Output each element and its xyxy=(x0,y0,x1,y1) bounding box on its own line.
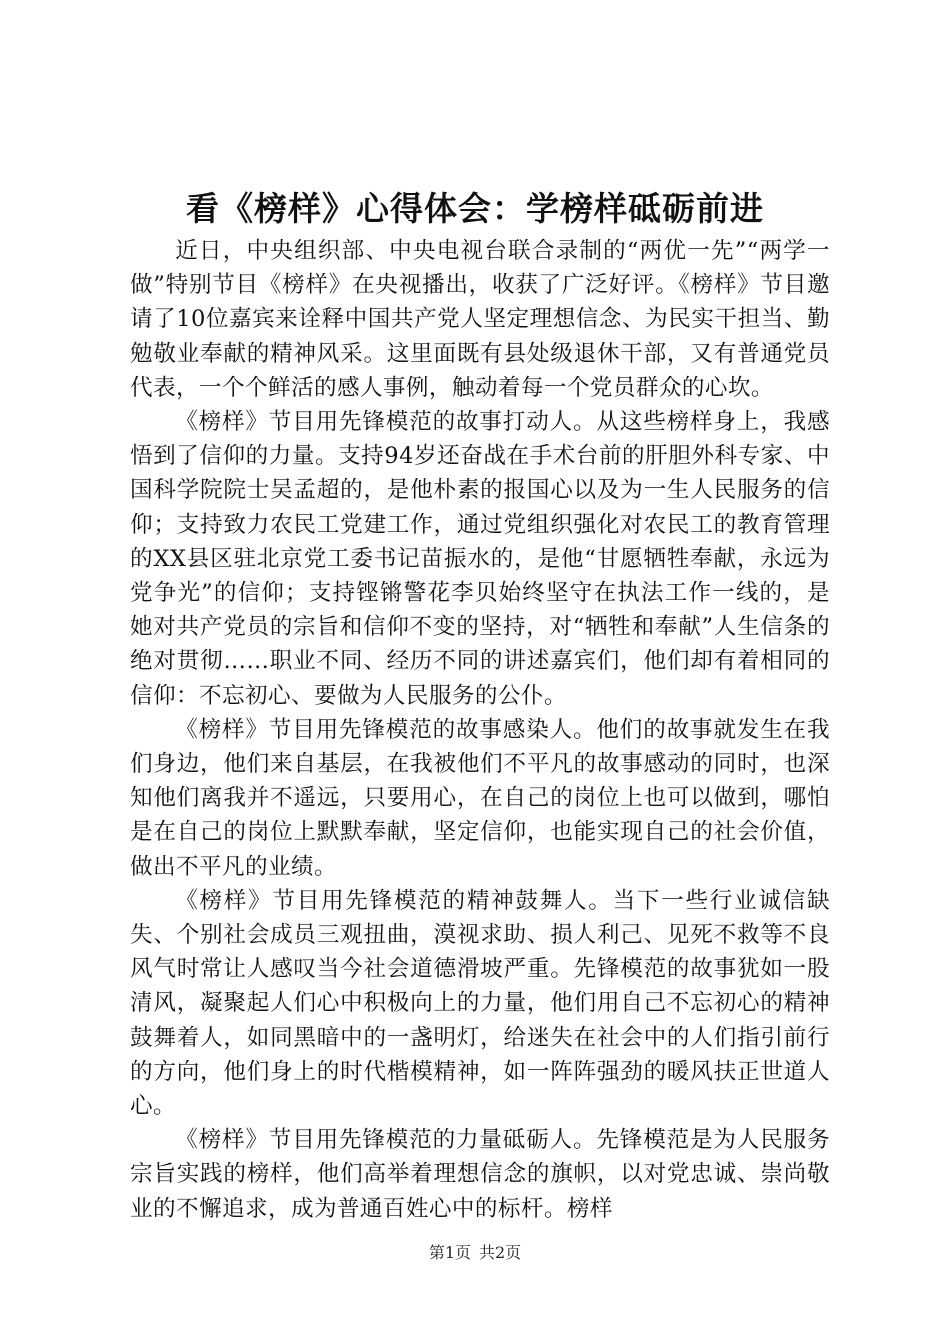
paragraph-5: 《榜样》节目用先锋模范的力量砥砺人。先锋模范是为人民服务宗旨实践的榜样，他们高举着理想信念的旗帜，以对党忠诚、崇尚敬业的不懈追求，成为普通百姓心中的标杆。榜样 xyxy=(130,1127,830,1222)
document-body xyxy=(130,234,830,1226)
paragraph-1: 近日，中央组织部、中央电视台联合录制的“两优一先”“两学一做”特别节目《榜样》在央视播出，收获了广泛好评。《榜样》节目邀请了10位嘉宾来诠释中国共产党人坚定理想信念、为民实干担当、勤勉敬业奉献的精神风采。这里面既有县处级退休干部，又有普通党员代表，一个个鲜活的感人事例，触动着每一个党员群众的心坎。 xyxy=(130,238,830,401)
paragraph-3: 《榜样》节目用先锋模范的故事感染人。他们的故事就发生在我们身边，他们来自基层，在我被他们不平凡的故事感动的同时，也深知他们离我并不遥远，只要用心，在自己的岗位上也可以做到，哪怕是在自己的岗位上默默奉献，坚定信仰，也能实现自己的社会价值，做出不平凡的业绩。 xyxy=(130,716,830,880)
page-number: 第1页 xyxy=(428,1243,471,1262)
page-footer xyxy=(0,1242,950,1264)
document-title: 看《榜样》心得体会：学榜样砥砺前进 xyxy=(186,189,764,228)
page-total: 共2页 xyxy=(479,1243,522,1262)
paragraph-2: 《榜样》节目用先锋模范的故事打动人。从这些榜样身上，我感悟到了信仰的力量。支持94岁还奋战在手术台前的肝胆外科专家、中国科学院院士吴孟超的，是他朴素的报国心以及为一生人民服务的信仰；支持致力农民工党建工作，通过党组织强化对农民工的教育管理的XX县区驻北京党工委书记苗振水的，是他“甘愿牺牲奉献，永远为党争光”的信仰；支持铿锵警花李贝始终坚守在执法工作一线的，是她对共产党员的宗旨和信仰不变的坚持，对“牺牲和奉献”人生信条的绝对贯彻……职业不同、经历不同的讲述嘉宾们，他们却有着相同的信仰：不忘初心、要做为人民服务的公仆。 xyxy=(130,409,830,709)
paragraph-4: 《榜样》节目用先锋模范的精神鼓舞人。当下一些行业诚信缺失、个别社会成员三观扭曲，漠视求助、损人利己、见死不救等不良风气时常让人感叹当今社会道德滑坡严重。先锋模范的故事犹如一股清风，凝聚起人们心中积极向上的力量，他们用自己不忘初心的精神鼓舞着人，如同黑暗中的一盏明灯，给迷失在社会中的人们指引前行的方向，他们身上的时代楷模精神，如一阵阵强劲的暖风扶正世道人心。 xyxy=(130,887,830,1120)
